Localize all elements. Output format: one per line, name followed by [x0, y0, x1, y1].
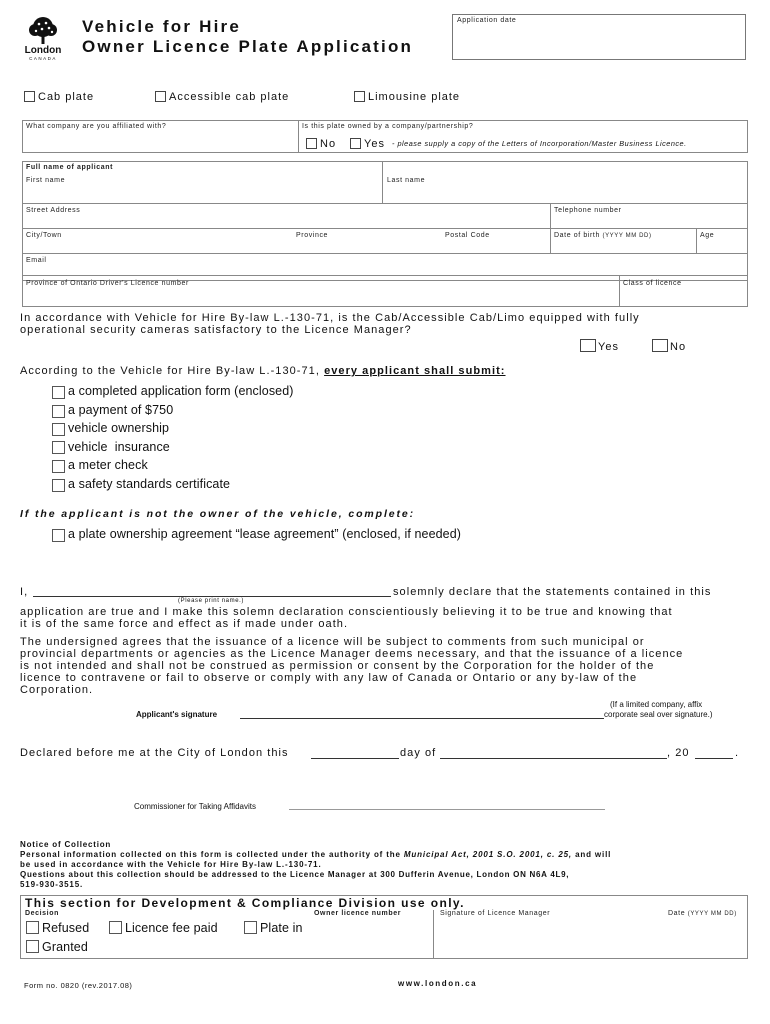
- camera-question-line1: In accordance with Vehicle for Hire By-law L.-130-71, is the Cab/Accessible Cab/Limo equipped with fully: [20, 312, 640, 324]
- undertaking-line: licence to contravene or fail to observe or comply with any law of Canada or Ontario or any by-law of the: [20, 672, 638, 684]
- postal-code-input[interactable]: [444, 240, 548, 252]
- checkbox-refused[interactable]: [26, 921, 39, 934]
- applicant-signature-input[interactable]: [240, 718, 604, 719]
- street-address-input[interactable]: [24, 215, 548, 227]
- dob-label: Date of birth (YYYY MM DD): [554, 232, 652, 239]
- telephone-input[interactable]: [552, 215, 746, 227]
- declared-day-of: day of: [400, 747, 437, 759]
- undertaking-line: is not intended and shall not be construed as permission or consent by the Corporation for the holder of the: [20, 660, 655, 672]
- checkbox-fee-paid[interactable]: [109, 921, 122, 934]
- declaration-line2: application are true and I make this solemn declaration conscientiously believing it to be true and knowing that: [20, 606, 673, 618]
- notice-line3: Questions about this collection should be addressed to the Licence Manager at 300 Dufferin Avenue, London ON N6A 4L9,: [20, 870, 570, 879]
- logo-name: London: [24, 45, 62, 56]
- last-name-input[interactable]: [384, 186, 746, 202]
- submit-item: vehicle ownership: [68, 421, 170, 435]
- camera-no-option[interactable]: No: [652, 337, 686, 355]
- seal-note-line1: (If a limited company, affix: [610, 700, 703, 709]
- checkbox-camera-yes[interactable]: [580, 339, 596, 352]
- submit-intro: According to the Vehicle for Hire By-law L.-130-71, every applicant shall submit:: [20, 365, 506, 377]
- drivers-licence-label: Province of Ontario Driver's Licence number: [26, 280, 189, 287]
- city-label: City/Town: [26, 232, 62, 239]
- dob-input[interactable]: [552, 240, 694, 252]
- checkbox-owned-yes[interactable]: [350, 138, 361, 149]
- plate-type-cab[interactable]: Cab plate: [24, 87, 94, 105]
- last-name-label: Last name: [387, 177, 426, 184]
- commissioner-signature-input[interactable]: [289, 809, 605, 810]
- checkbox-granted[interactable]: [26, 940, 39, 953]
- checkbox-vehicle-ownership[interactable]: [52, 423, 65, 436]
- licence-class-input[interactable]: [621, 289, 746, 305]
- camera-yes-option[interactable]: Yes: [580, 337, 619, 355]
- form-number: Form no. 0820 (rev.2017.08): [24, 981, 133, 990]
- office-use-title: This section for Development & Compliance Division use only.: [25, 896, 465, 910]
- decision-label: Decision: [25, 910, 59, 917]
- checkbox-meter-check[interactable]: [52, 460, 65, 473]
- camera-question-line2: operational security cameras satisfactory to the Licence Manager?: [20, 324, 412, 336]
- form-title-line2: Owner Licence Plate Application: [82, 37, 414, 56]
- owned-yes-option[interactable]: Yes: [350, 134, 385, 152]
- province-label: Province: [296, 232, 329, 239]
- declaration-solemnly: solemnly declare that the statements contained in this: [393, 586, 712, 598]
- declared-before: Declared before me at the City of London this: [20, 747, 289, 759]
- lease-agreement-item: a plate ownership agreement “lease agreement” (enclosed, if needed): [68, 527, 462, 541]
- notice-line2: be used in accordance with the Vehicle for Hire By-law L.-130-71.: [20, 860, 322, 869]
- age-input[interactable]: [698, 240, 746, 252]
- plate-owned-question: Is this plate owned by a company/partnership?: [302, 123, 474, 130]
- plate-type-limo[interactable]: Limousine plate: [354, 87, 460, 105]
- email-label: Email: [26, 257, 47, 264]
- plate-in-label: Plate in: [260, 921, 303, 935]
- declared-year-input[interactable]: [695, 758, 733, 759]
- age-label: Age: [700, 232, 715, 239]
- city-logo: [20, 16, 66, 60]
- declared-year-label: , 20: [667, 747, 690, 759]
- application-date-label: Application date: [457, 17, 517, 24]
- applicant-section-title: Full name of applicant: [26, 164, 114, 171]
- owner-licence-number-input[interactable]: [314, 920, 430, 956]
- checkbox-plate-in[interactable]: [244, 921, 257, 934]
- checkbox-cab-plate[interactable]: [24, 91, 35, 102]
- signature-label: Applicant's signature: [136, 710, 218, 719]
- submit-item: a payment of $750: [68, 403, 174, 417]
- owned-no-option[interactable]: No: [306, 134, 336, 152]
- notice-line1: Personal information collected on this form is collected under the authority of the Municipal Act, 2001 S.O. 2001, c. 25, and will: [20, 850, 612, 859]
- submit-item: vehicle insurance: [68, 440, 170, 454]
- drivers-licence-input[interactable]: [24, 289, 616, 305]
- checkbox-owned-no[interactable]: [306, 138, 317, 149]
- first-name-label: First name: [26, 177, 66, 184]
- seal-note-line2: corporate seal over signature.): [604, 710, 713, 719]
- manager-signature-label: Signature of Licence Manager: [440, 910, 551, 917]
- fee-paid-label: Licence fee paid: [125, 921, 218, 935]
- form-title-line1: Vehicle for Hire: [82, 17, 241, 36]
- company-affiliation-input[interactable]: [24, 132, 296, 151]
- office-date-label: Date (YYYY MM DD): [668, 910, 737, 917]
- undertaking-line: The undersigned agrees that the issuance of a licence will be subject to comments from such municipal or: [20, 636, 645, 648]
- declared-day-input[interactable]: [311, 758, 399, 759]
- declared-month-input[interactable]: [440, 758, 667, 759]
- checkbox-limousine-plate[interactable]: [354, 91, 365, 102]
- checkbox-camera-no[interactable]: [652, 339, 668, 352]
- checkbox-payment[interactable]: [52, 405, 65, 418]
- checkbox-application-form[interactable]: [52, 386, 65, 399]
- city-input[interactable]: [24, 240, 292, 252]
- undertaking-line: Corporation.: [20, 684, 94, 696]
- postal-code-label: Postal Code: [445, 232, 490, 239]
- submit-item: a safety standards certificate: [68, 477, 231, 491]
- email-input[interactable]: [24, 265, 746, 275]
- submit-item: a meter check: [68, 458, 148, 472]
- declaration-line3: it is of the same force and effect as if made under oath.: [20, 618, 349, 630]
- non-owner-heading: If the applicant is not the owner of the vehicle, complete:: [20, 508, 416, 520]
- declarant-name-input[interactable]: [33, 596, 391, 597]
- checkbox-accessible-plate[interactable]: [155, 91, 166, 102]
- undertaking-line: provincial departments or agencies as the Licence Manager deems necessary, and that the issuance of a licence: [20, 648, 684, 660]
- telephone-label: Telephone number: [554, 207, 622, 214]
- declaration-i: I,: [20, 586, 29, 598]
- commissioner-label: Commissioner for Taking Affidavits: [134, 802, 256, 811]
- street-address-label: Street Address: [26, 207, 81, 214]
- plate-type-accessible[interactable]: Accessible cab plate: [155, 87, 289, 105]
- office-date-input[interactable]: [660, 920, 746, 956]
- checkbox-vehicle-insurance[interactable]: [52, 441, 65, 454]
- declared-period: .: [735, 747, 740, 759]
- granted-label: Granted: [42, 940, 88, 954]
- submit-item: a completed application form (enclosed): [68, 384, 294, 398]
- notice-title: Notice of Collection: [20, 840, 112, 849]
- print-name-hint: (Please print name.): [178, 598, 245, 604]
- application-date-field[interactable]: [452, 14, 746, 60]
- refused-label: Refused: [42, 921, 90, 935]
- notice-line4: 519-930-3515.: [20, 880, 84, 889]
- manager-signature-input[interactable]: [436, 920, 656, 956]
- checkbox-lease-agreement[interactable]: [52, 529, 65, 542]
- owned-yes-note: - please supply a copy of the Letters of Incorporation/Master Business Licence.: [392, 139, 687, 148]
- owner-licence-number-label: Owner licence number: [314, 910, 402, 917]
- first-name-input[interactable]: [24, 186, 380, 202]
- tree-icon: [20, 16, 66, 46]
- province-input[interactable]: [294, 240, 442, 252]
- website-link[interactable]: www.london.ca: [398, 979, 478, 988]
- checkbox-safety-certificate[interactable]: [52, 479, 65, 492]
- company-affiliation-label: What company are you affiliated with?: [26, 123, 167, 130]
- logo-sub: CANADA: [29, 56, 57, 61]
- licence-class-label: Class of licence: [623, 280, 682, 287]
